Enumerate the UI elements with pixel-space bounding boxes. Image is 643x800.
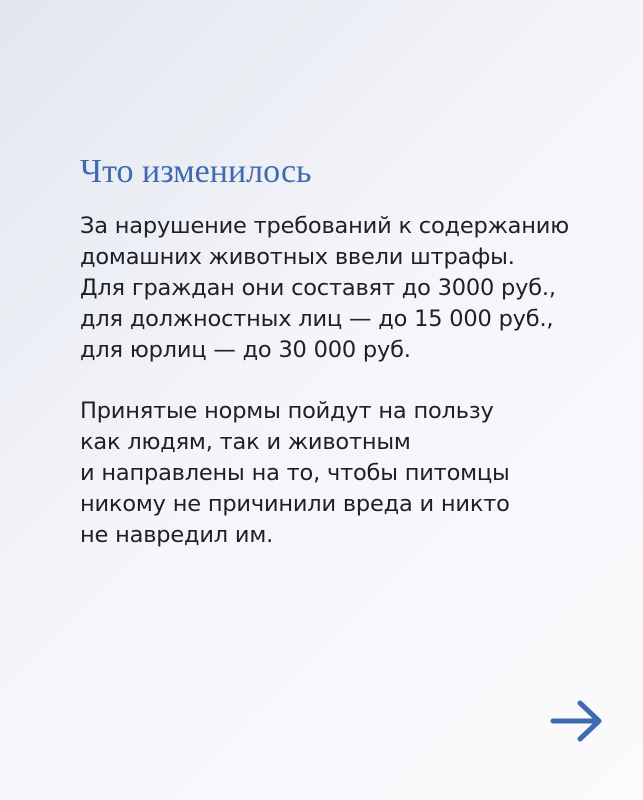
paragraph-line: домашних животных ввели штрафы. xyxy=(80,244,515,270)
purpose-paragraph xyxy=(80,396,510,551)
paragraph-line: Для граждан они составят до 3000 руб., xyxy=(80,275,556,301)
paragraph-line: никому не причинили вреда и никто xyxy=(80,491,510,517)
next-slide-button[interactable] xyxy=(548,696,606,746)
paragraph-line: За нарушение требований к содержанию xyxy=(80,213,569,239)
arrow-right-icon xyxy=(548,696,606,746)
paragraph-line: не навредил им. xyxy=(80,522,274,548)
paragraph-line: как людям, так и животным xyxy=(80,429,411,455)
paragraph-line: и направлены на то, чтобы питомцы xyxy=(80,460,510,486)
fines-paragraph xyxy=(80,211,569,366)
slide-title: Что изменилось xyxy=(80,153,312,190)
paragraph-line: для должностных лиц — до 15 000 руб., xyxy=(80,306,554,332)
paragraph-line: для юрлиц — до 30 000 руб. xyxy=(80,337,411,363)
paragraph-line: Принятые нормы пойдут на пользу xyxy=(80,398,494,424)
